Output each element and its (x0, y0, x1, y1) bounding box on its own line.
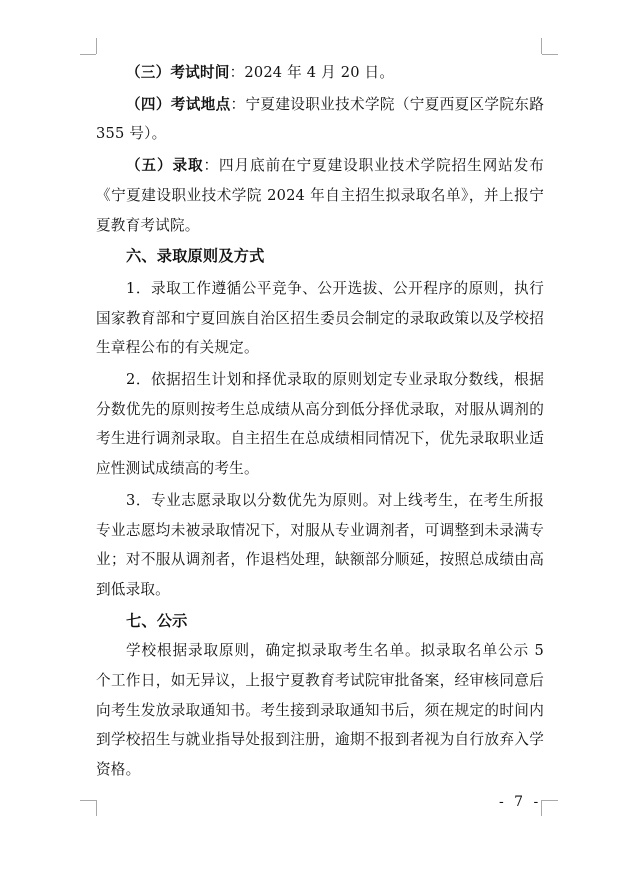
section-6-item-3: 3．专业志愿录取以分数优先为原则。对上线考生，在考生所报专业志愿均未被录取情况下，对服从专业调剂者，可调整到未录满专业；对不服从调剂者，作退档处理，缺额部分顺延，按照总成绩由高到低录取。 (96, 491, 544, 598)
section-6-item-1: 1．录取工作遵循公平竞争、公开选拔、公开程序的原则，执行国家教育部和宁夏回族自治区招生委员会制定的录取政策以及学校招生章程公布的有关规定。 (96, 279, 544, 357)
section-6-item-2: 2．依据招生计划和择优录取的原则划定专业录取分数线，根据分数优先的原则按考生总成绩从高分到低分择优录取，对服从调剂的考生进行调剂录取。自主招生在总成绩相同情况下，优先录取职业适应性测试成绩高的考生。 (96, 371, 544, 478)
admission-paragraph (96, 151, 544, 240)
exam-location-text: ：宁夏建设职业技术学院（宁夏西夏区学院东路 355 号）。 (96, 95, 545, 143)
crop-mark-top-right-h (542, 54, 558, 55)
crop-mark-bottom-left-h (80, 800, 96, 801)
section-7-heading: 七、公示 (126, 611, 188, 630)
admission-text: ：四月底前在宁夏建设职业技术学院招生网站发布《宁夏建设职业技术学院 2024 年自主招生拟录取名单》，并上报宁夏教育考试院。 (96, 157, 544, 234)
exam-time-label: （三）考试时间 (126, 64, 230, 81)
crop-mark-top-left-h (80, 54, 96, 55)
document-body (96, 58, 544, 785)
section-7-text: 学校根据录取原则，确定拟录取考生名单。拟录取名单公示 5 个工作日，如无异议，上报宁夏教育考试院审批备案，经审核同意后向考生发放录取通知书。考生接到录取通知书后，须在规定的时间内到学校招生与就业指导处报到注册，逾期不报到者视为自行放弃入学资格。 (96, 642, 544, 779)
page-number: - 7 - (499, 794, 542, 810)
exam-location-label: （四）考试地点 (126, 95, 231, 113)
crop-mark-bottom-left (96, 800, 97, 816)
crop-mark-bottom-right-h (542, 800, 558, 801)
crop-mark-top-right (541, 38, 542, 54)
section-6-heading: 六、录取原则及方式 (126, 247, 265, 266)
exam-time-text: ：2024 年 4 月 20 日。 (229, 64, 395, 81)
exam-location-paragraph (96, 90, 544, 149)
exam-time-paragraph (96, 58, 544, 88)
crop-mark-top-left (96, 38, 97, 54)
admission-label: （五）录取 (126, 157, 204, 175)
